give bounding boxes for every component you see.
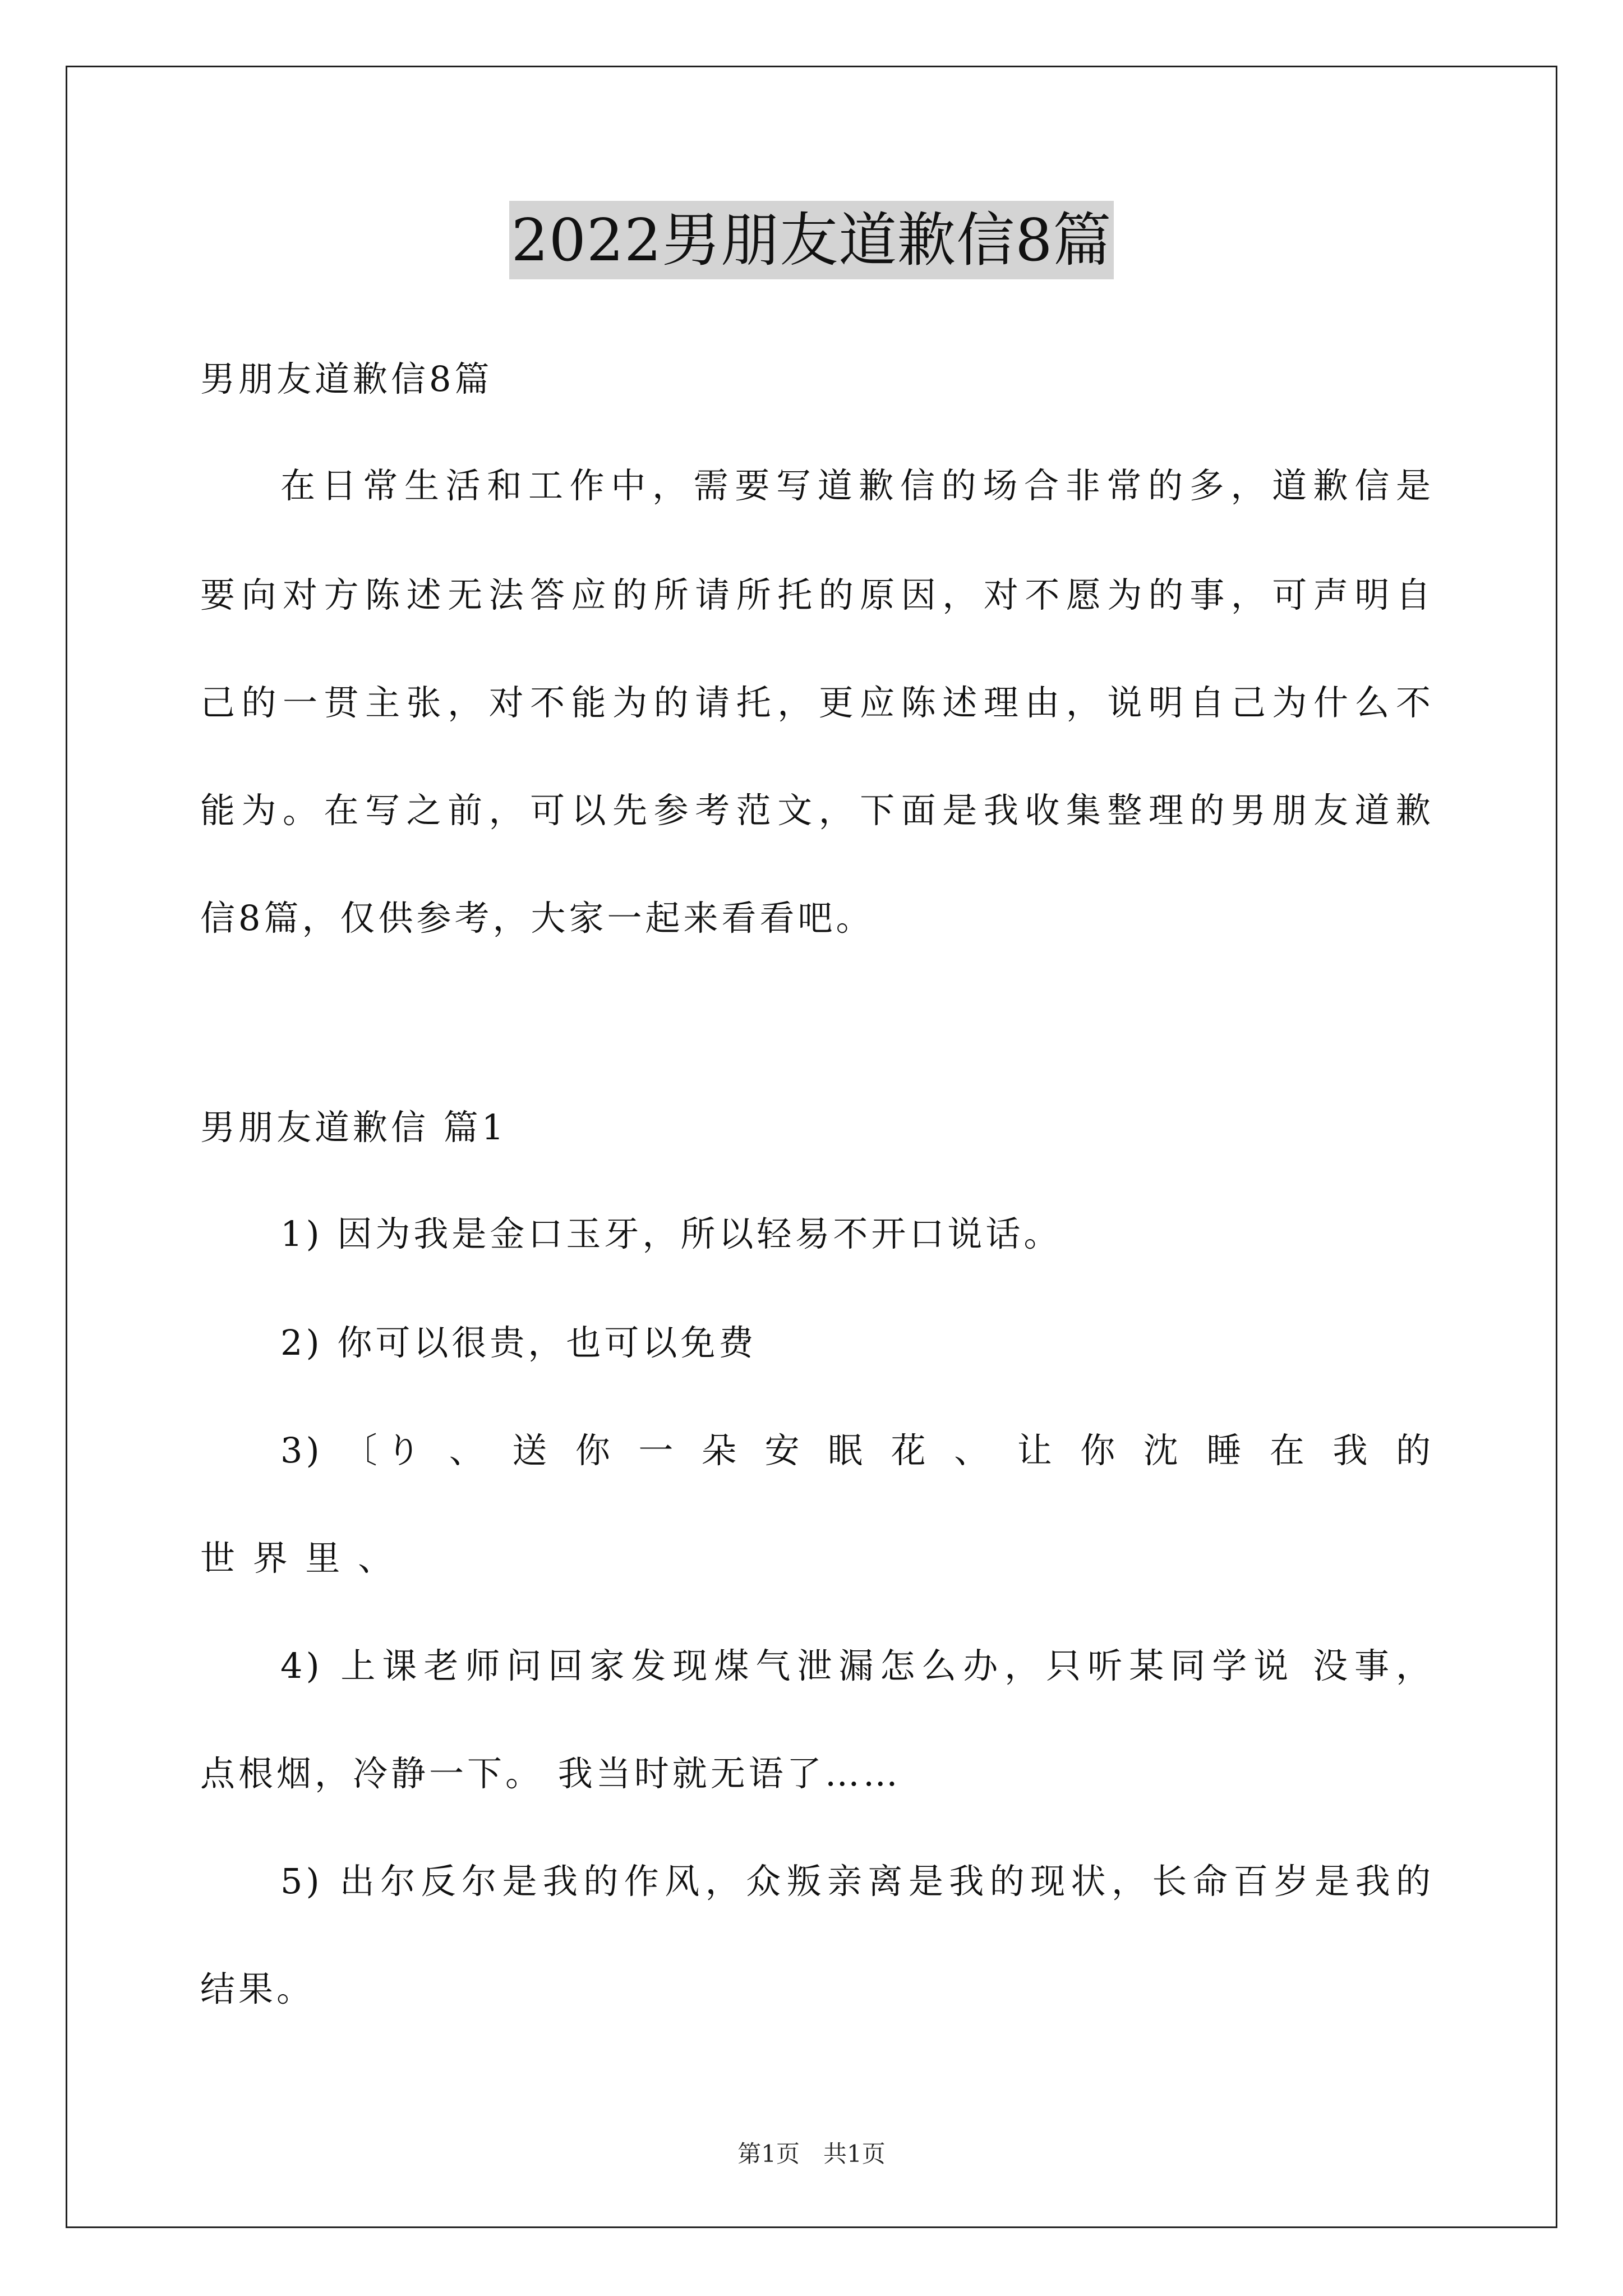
page-number: 第1页 共1页 xyxy=(737,2140,886,2168)
document-subtitle: 男朋友道歉信8篇 xyxy=(200,358,493,399)
list-item: 1) 因为我是金口玉牙，所以轻易不开口说话。 xyxy=(280,1213,1062,1254)
section-heading: 男朋友道歉信 篇1 xyxy=(200,1107,508,1148)
document-title: 2022男朋友道歉信8篇 xyxy=(509,201,1114,279)
list-item: 点根烟，冷静一下。 我当时就无语了…… xyxy=(200,1753,901,1794)
list-item: 世 界 里 、 xyxy=(200,1538,396,1579)
list-item: 4) 上课老师问回家发现煤气泄漏怎么办，只听某同学说 没事， xyxy=(280,1645,1434,1686)
list-item: 结果。 xyxy=(200,1968,315,2009)
list-item: 3) 〔り 、 送 你 一 朵 安 眠 花 、 让 你 沈 睡 在 我 的 xyxy=(280,1430,1434,1471)
title-container xyxy=(0,201,1623,279)
intro-line-4: 能为。在写之前，可以先参考范文，下面是我收集整理的男朋友道歉 xyxy=(200,790,1434,831)
intro-line-1: 在日常生活和工作中，需要写道歉信的场合非常的多，道歉信是 xyxy=(280,465,1434,506)
intro-line-3: 己的一贯主张，对不能为的请托，更应陈述理由，说明自己为什么不 xyxy=(200,682,1434,723)
list-item: 5) 出尔反尔是我的作风，众叛亲离是我的现状，长命百岁是我的 xyxy=(280,1861,1434,1902)
list-item: 2) 你可以很贵，也可以免费 xyxy=(280,1322,757,1363)
intro-line-2: 要向对方陈述无法答应的所请所托的原因，对不愿为的事，可声明自 xyxy=(200,574,1434,615)
intro-line-5: 信8篇，仅供参考，大家一起来看看吧。 xyxy=(200,898,874,938)
